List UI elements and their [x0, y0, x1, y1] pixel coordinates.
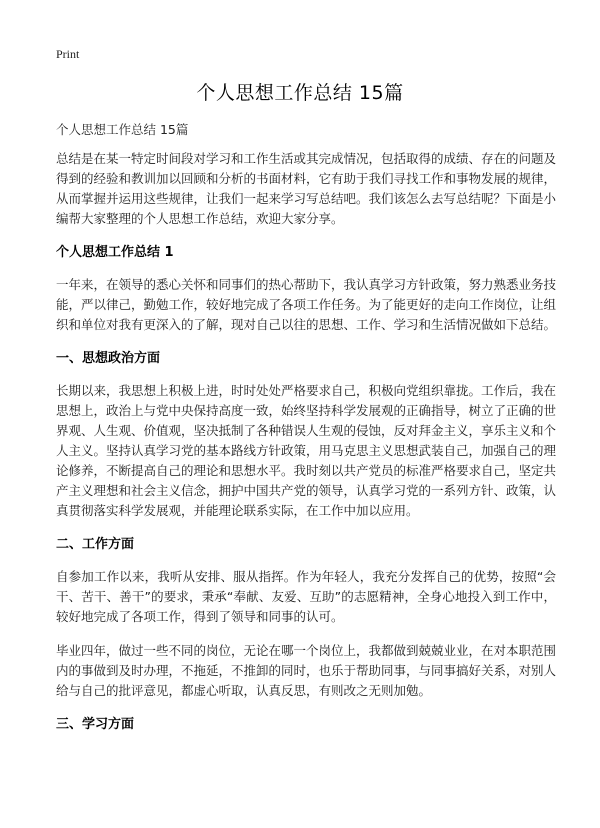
work-paragraph-1: 自参加工作以来，我听从安排、服从指挥。作为年轻人，我充分发挥自己的优势，按照“会干、苦干、善干”的要求，秉承“奉献、友爱、互助”的志愿精神，全身心地投入到工作中，较好地完成了各项工作，得到了领导和同事的认可。: [56, 569, 556, 624]
page-title: 个人思想工作总结 15篇: [196, 82, 404, 104]
summary-1-paragraph: 一年来，在领导的悉心关怀和同事们的热心帮助下，我认真学习方针政策，努力熟悉业务技能，严以律己，勤勉工作，较好地完成了各项工作任务。为了能更好的走向工作岗位，让组织和单位对我有更深入的了解，现对自己以往的思想、工作、学习和生活情况做如下总结。: [56, 277, 557, 332]
heading-study: 三、学习方面: [56, 717, 135, 732]
intro-paragraph: 总结是在某一特定时间段对学习和工作生活或其完成情况，包括取得的成绩、存在的问题及得到的经验和教训加以回顾和分析的书面材料，它有助于我们寻找工作和事物发展的规律，从而掌握并运用这些规律，让我们一起来学习写总结吧。我们该怎么去写总结呢？下面是小编帮大家整理的个人思想工作总结，欢迎大家分享。: [56, 151, 557, 226]
article-subtitle: 个人思想工作总结 15篇: [56, 122, 189, 137]
work-paragraph-2: 毕业四年，做过一些不同的岗位，无论在哪一个岗位上，我都做到兢兢业业，在对本职范围内的事做到及时办理，不拖延，不推卸的同时，也乐于帮助同事，与同事搞好关系，对别人给与自己的批评意见，都虚心听取，认真反思，有则改之无则加勉。: [56, 643, 557, 698]
print-link[interactable]: Print: [56, 47, 80, 61]
heading-work: 二、工作方面: [56, 537, 135, 552]
politics-paragraph: 长期以来，我思想上积极上进，时时处处严格要求自己，积极向党组织靠拢。工作后，我在思想上，政治上与党中央保持高度一致，始终坚持科学发展观的正确指导，树立了正确的世界观、人生观、价值观，坚决抵制了各种错误人生观的侵蚀，反对拜金主义，享乐主义和个人主义。坚持认真学习党的基本路线方针政策，用马克思主义思想武装自己，加强自己的理论修养，不断提高自己的理论和思想水平。我时刻以共产党员的标准严格要求自己，坚定共产主义理想和社会主义信念，拥护中国共产党的领导，认真学习党的一系列方针、政策，认真贯彻落实科学发展观，并能理论联系实际，在工作中加以应用。: [56, 383, 557, 518]
section-heading-summary-1: 个人思想工作总结 1: [56, 245, 174, 260]
heading-politics: 一、思想政治方面: [56, 351, 161, 366]
article-body: [56, 120, 556, 747]
